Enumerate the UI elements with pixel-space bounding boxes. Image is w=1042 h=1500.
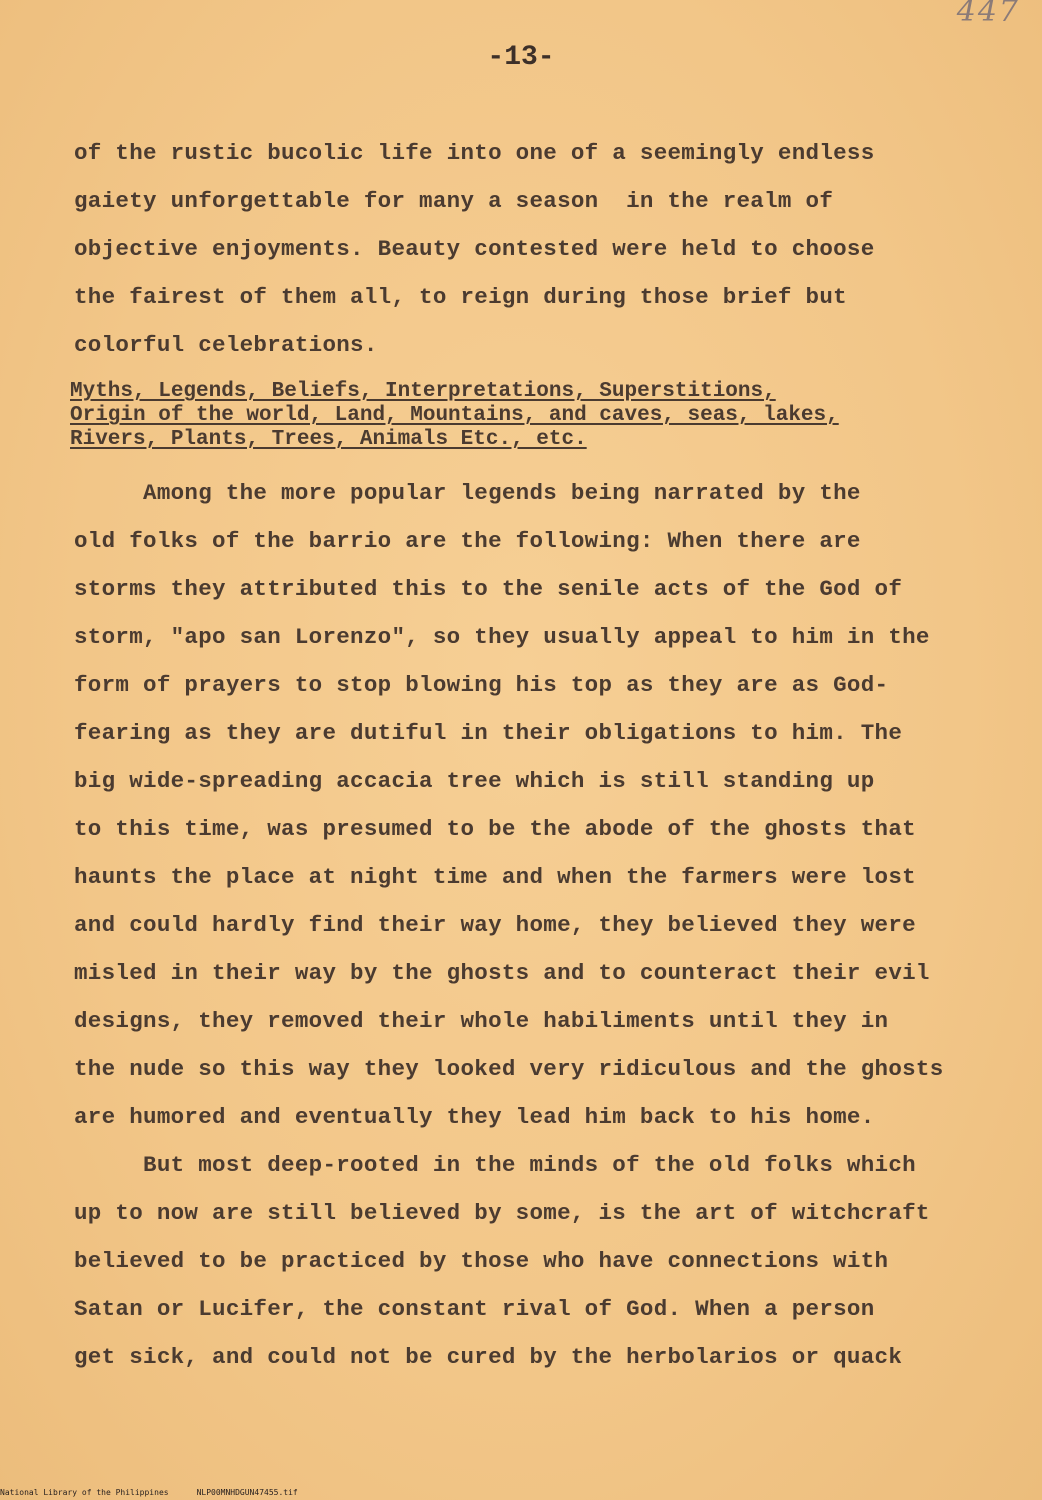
text-line: are humored and eventually they lead him back to his home.: [74, 1104, 875, 1130]
text-line: up to now are still believed by some, is the art of witchcraft: [74, 1200, 930, 1226]
text-line: the fairest of them all, to reign during those brief but: [74, 284, 847, 310]
scan-footer: [0, 1488, 326, 1497]
text-line: gaiety unforgettable for many a season in the realm of: [74, 188, 834, 214]
text-line: to this time, was presumed to be the abode of the ghosts that: [74, 816, 916, 842]
library-name: National Library of the Philippines: [0, 1488, 169, 1497]
text-line: of the rustic bucolic life into one of a seemingly endless: [74, 140, 875, 166]
text-line: believed to be practiced by those who have connections with: [74, 1248, 889, 1274]
text-line: storms they attributed this to the senile acts of the God of: [74, 576, 903, 602]
text-line: and could hardly find their way home, they believed they were: [74, 912, 916, 938]
file-id: NLP00MNHDGUN47455.tif: [196, 1488, 298, 1497]
text-line: big wide-spreading accacia tree which is still standing up: [74, 768, 875, 794]
text-line: storm, "apo san Lorenzo", so they usually appeal to him in the: [74, 624, 930, 650]
section-heading: Rivers, Plants, Trees, Animals Etc., etc.: [70, 428, 587, 451]
page-number: -13-: [487, 42, 555, 73]
text-line: Satan or Lucifer, the constant rival of God. When a person: [74, 1296, 875, 1322]
text-line: get sick, and could not be cured by the herbolarios or quack: [74, 1344, 903, 1370]
text-line: designs, they removed their whole habiliments until they in: [74, 1008, 889, 1034]
text-line: objective enjoyments. Beauty contested were held to choose: [74, 236, 875, 262]
text-line: form of prayers to stop blowing his top as they are as God-: [74, 672, 889, 698]
text-line: the nude so this way they looked very ridiculous and the ghosts: [74, 1056, 944, 1082]
text-line: fearing as they are dutiful in their obligations to him. The: [74, 720, 903, 746]
text-line: colorful celebrations.: [74, 332, 378, 358]
text-line: haunts the place at night time and when the farmers were lost: [74, 864, 916, 890]
text-line: Among the more popular legends being narrated by the: [74, 480, 861, 506]
text-line: But most deep-rooted in the minds of the old folks which: [74, 1152, 916, 1178]
section-heading: Origin of the world, Land, Mountains, and caves, seas, lakes,: [70, 404, 839, 427]
text-line: old folks of the barrio are the following: When there are: [74, 528, 861, 554]
text-line: misled in their way by the ghosts and to counteract their evil: [74, 960, 930, 986]
section-heading: Myths, Legends, Beliefs, Interpretations, Superstitions,: [70, 380, 776, 403]
archive-number: 447: [956, 0, 1020, 29]
